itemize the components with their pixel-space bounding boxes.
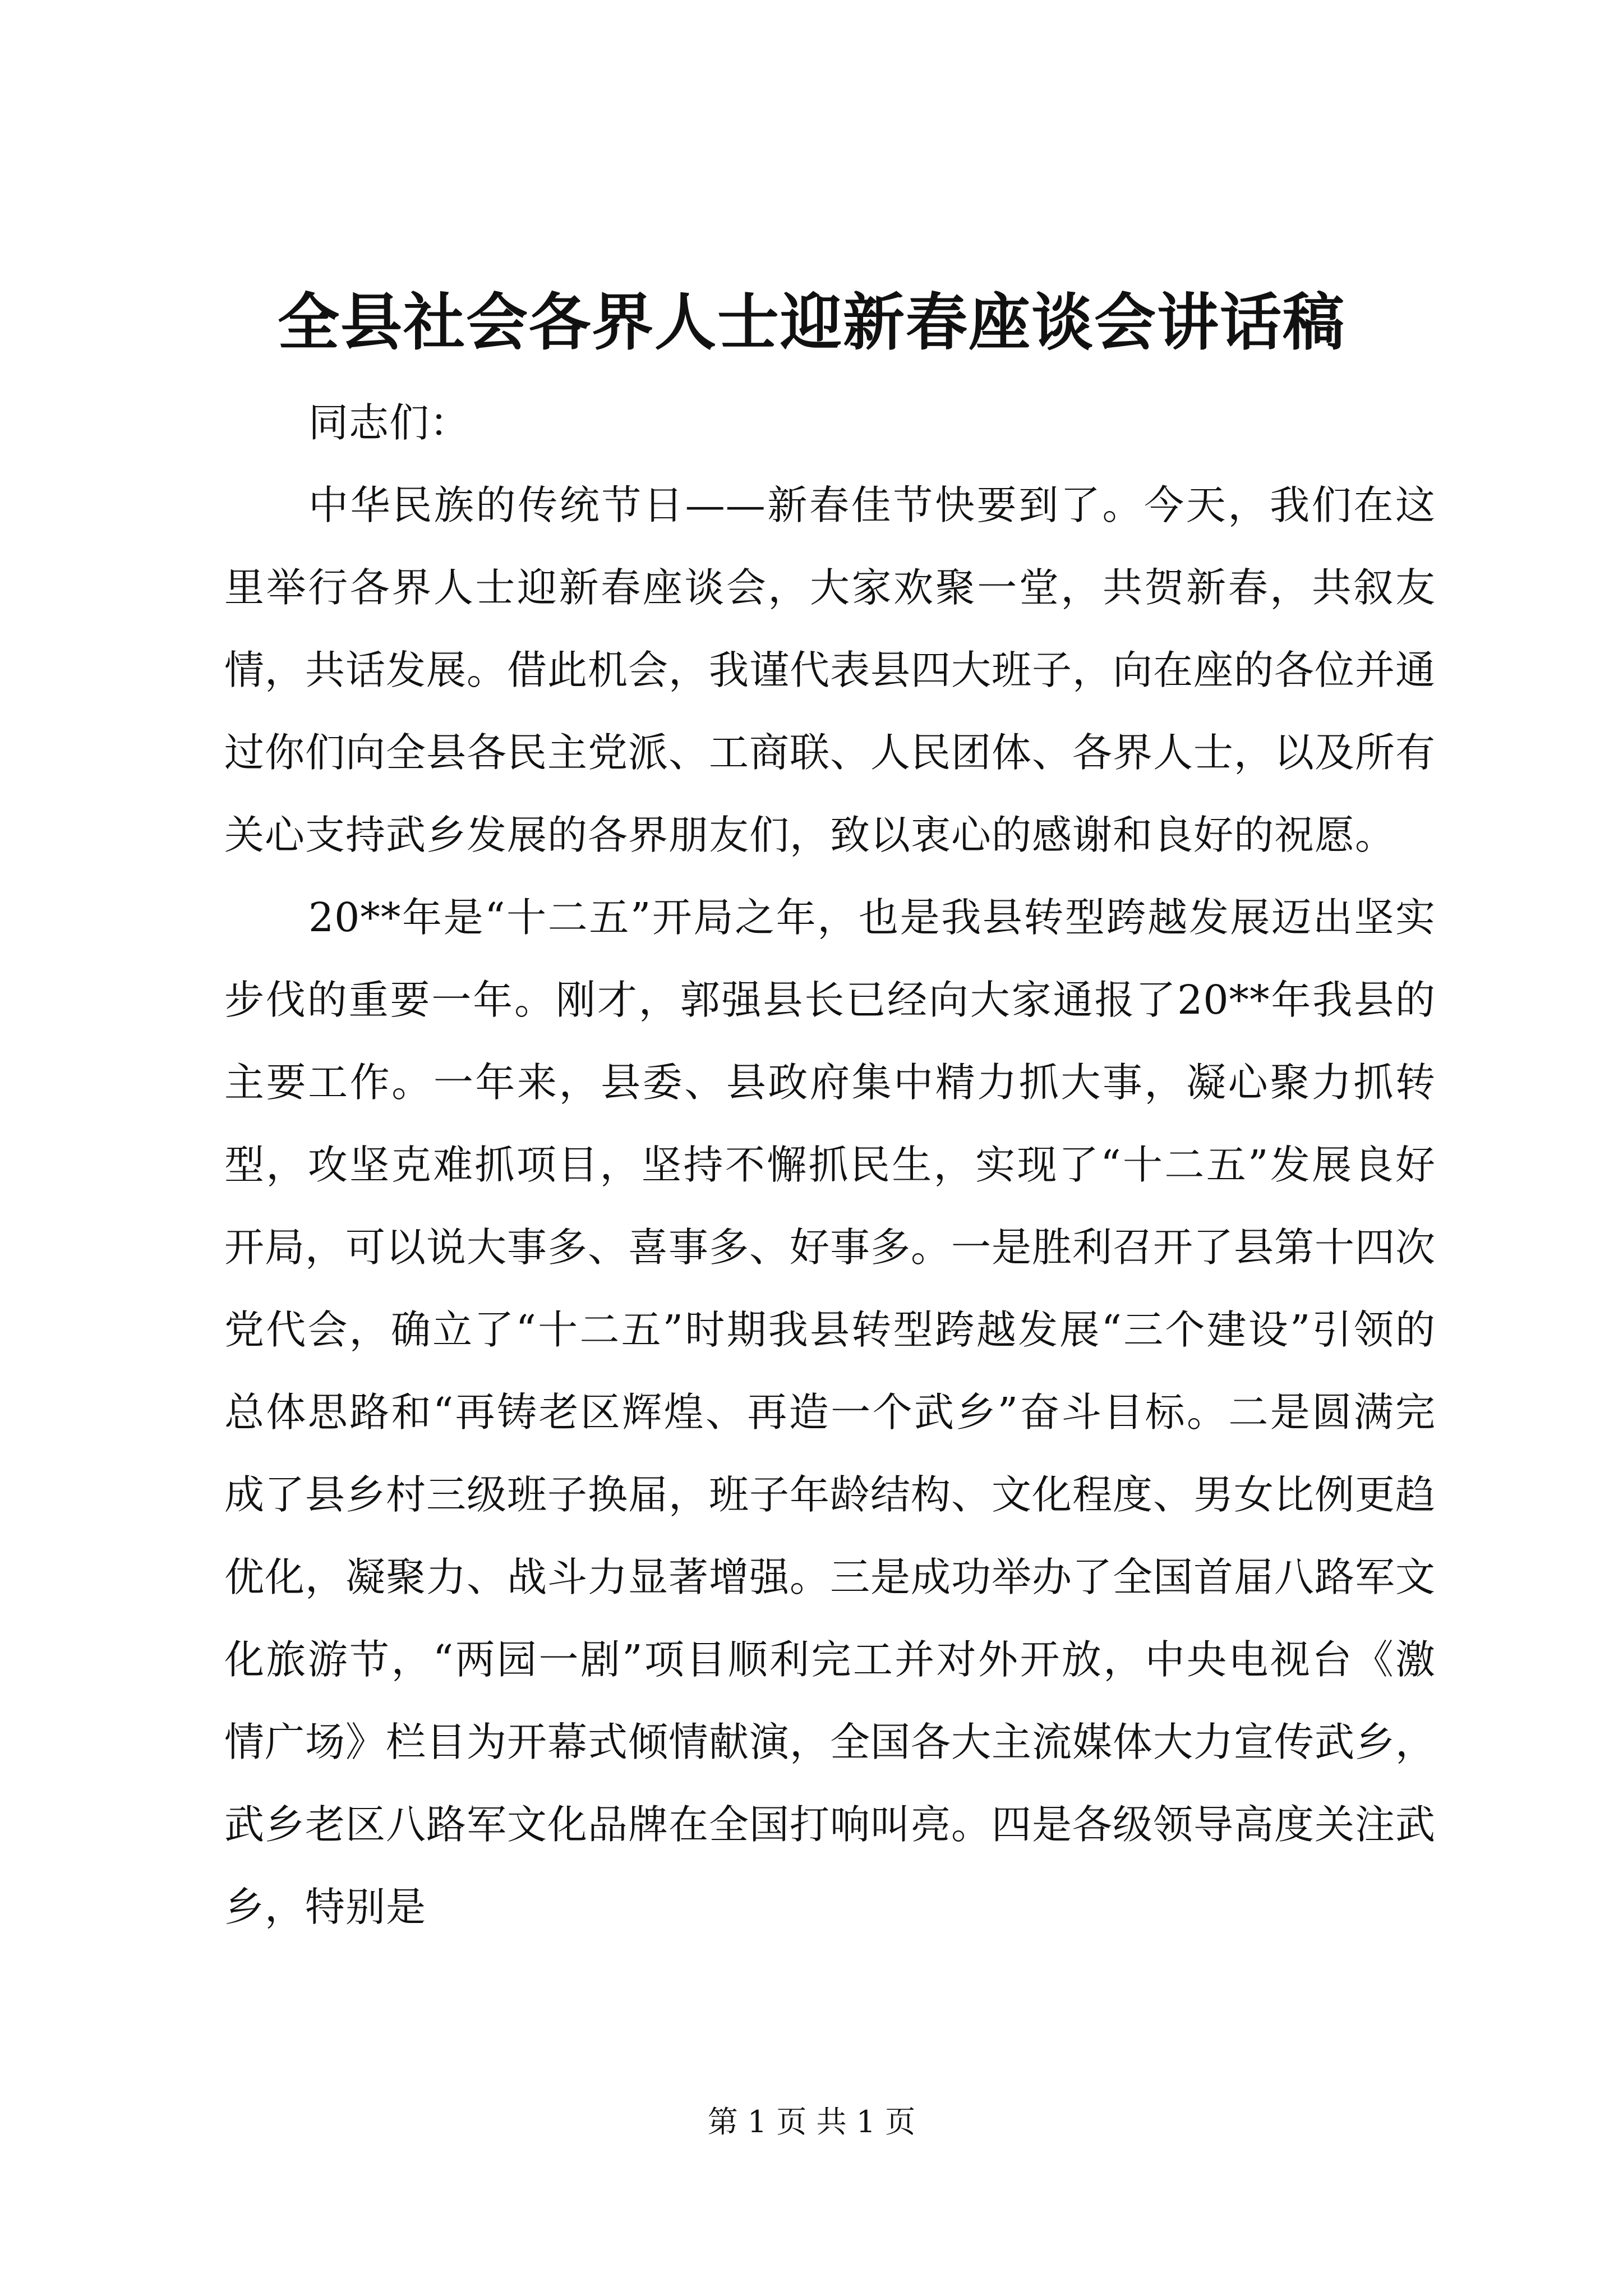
salutation: 同志们： — [308, 399, 471, 446]
paragraph: 中华民族的传统节日——新春佳节快要到了。今天，我们在这里举行各界人士迎新春座谈会，大家欢聚一堂，共贺新春，共叙友情，共话发展。借此机会，我谨代表县四大班子，向在座的各位并通过你们向全县各民主党派、工商联、人民团体、各界人士，以及所有关心支持武乡发展的各界朋友们，致以衷心的感谢和良好的祝愿。 — [224, 482, 1436, 858]
paragraph: 20**年是“十二五”开局之年，也是我县转型跨越发展迈出坚实步伐的重要一年。刚才，郭强县长已经向大家通报了20**年我县的主要工作。一年来，县委、县政府集中精力抓大事，凝心聚力抓转型，攻坚克难抓项目，坚持不懈抓民生，实现了“十二五”发展良好开局，可以说大事多、喜事多、好事多。一是胜利召开了县第十四次党代会，确立了“十二五”时期我县转型跨越发展“三个建设”引领的总体思路和“再铸老区辉煌、再造一个武乡”奋斗目标。二是圆满完成了县乡村三级班子换届，班子年龄结构、文化程度、男女比例更趋优化，凝聚力、战斗力显著增强。三是成功举办了全国首届八路军文化旅游节，“两园一剧”项目顺利完工并对外开放，中央电视台《激情广场》栏目为开幕式倾情献演，全国各大主流媒体大力宣传武乡，武乡老区八路军文化品牌在全国打响叫亮。四是各级领导高度关注武乡，特别是 — [224, 894, 1436, 1930]
document-title: 全县社会各界人士迎新春座谈会讲话稿 — [278, 286, 1345, 358]
page-footer: 第 1 页 共 1 页 — [707, 2104, 916, 2139]
document-body — [224, 381, 1436, 1948]
